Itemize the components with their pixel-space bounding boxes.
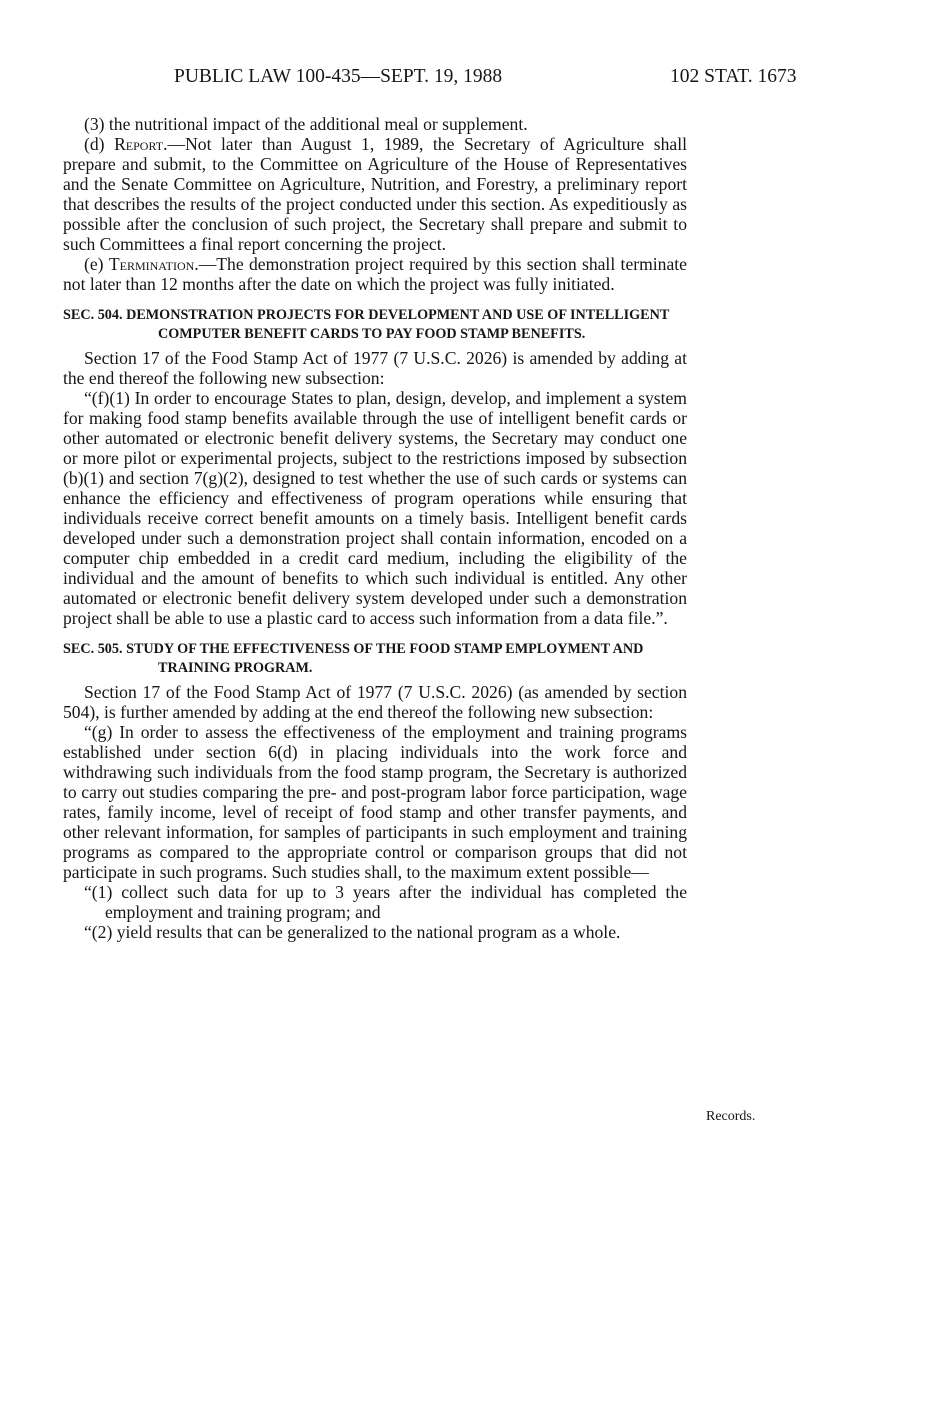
- paragraph-e-termination: [63, 254, 687, 294]
- header-stat-page: 102 STAT. 1673: [670, 66, 797, 87]
- section-504-text: “(f)(1) In order to encourage States to plan, design, develop, and implement a system for making food stamp benefits available through the use of intelligent benefit cards or other automated or electronic benefit delivery systems, the Secretary may conduct one or more pilot or experimental projects, subject to the restrictions imposed by subsection (b)(1) and section 7(g)(2), designed to test whether the use of such cards or systems can enhance the efficiency and effectiveness of program operations while ensuring that individuals receive correct benefit amounts on a timely basis. Intelligent benefit cards developed under such a demonstration project shall contain information, encoded on a computer chip embedded in a credit card medium, including the eligibility of the individual and the amount of benefits to which such individual is entitled. Any other automated or electronic benefit delivery system developed under such a demonstration project shall be able to use a plastic card to access such information from a data file.”.: [63, 388, 687, 628]
- section-505-item-1: “(1) collect such data for up to 3 years after the individual has completed the employment and training program; and: [84, 882, 687, 922]
- section-505-intro: Section 17 of the Food Stamp Act of 1977 (7 U.S.C. 2026) (as amended by section 504), is further amended by adding at the end thereof the following new subsection:: [63, 682, 687, 722]
- paragraph-d-label: Report: [114, 134, 164, 154]
- section-505-text: “(g) In order to assess the effectiveness of the employment and training programs established under section 6(d) in placing individuals into the work force and withdrawing such individuals from the food stamp program, the Secretary is authorized to carry out studies comparing the pre- and post-program labor force participation, wage rates, family income, level of receipt of food stamp and other transfer payments, and other relevant information, for samples of participants in such employment and training programs as compared to the appropriate control or comparison groups that did not participate in such programs. Such studies shall, to the maximum extent possible—: [63, 722, 687, 882]
- margin-note-records: Records.: [706, 1109, 756, 1124]
- page-body: [63, 114, 687, 942]
- section-505-item-2: “(2) yield results that can be generalized to the national program as a whole.: [84, 922, 621, 942]
- section-504-intro: Section 17 of the Food Stamp Act of 1977 (7 U.S.C. 2026) is amended by adding at the end thereof the following new subsection:: [63, 348, 687, 388]
- paragraph-3: (3) the nutritional impact of the additional meal or supplement.: [84, 114, 528, 134]
- section-505-heading: SEC. 505. STUDY OF THE EFFECTIVENESS OF THE FOOD STAMP EMPLOYMENT AND TRAINING PROGRAM.: [63, 641, 644, 676]
- paragraph-d-text: .—Not later than August 1, 1989, the Secretary of Agriculture shall prepare and submit, to the Committee on Agriculture of the House of Representatives and the Senate Committee on Agriculture, Nutrition, and Forestry, a preliminary report that describes the results of the project conducted under this section. As expeditiously as possible after the conclusion of such project, the Secretary shall prepare and submit to such Committees a final report concerning the project.: [63, 134, 687, 254]
- running-header: [0, 66, 943, 96]
- paragraph-e-label: Termination: [108, 254, 195, 274]
- paragraph-d-report: [63, 134, 687, 254]
- paragraph-e-text: .—The demonstration project required by this section shall terminate not later than 12 months after the date on which the project was fully initiated.: [63, 254, 687, 294]
- header-public-law: PUBLIC LAW 100-435—SEPT. 19, 1988: [174, 66, 503, 87]
- paragraph-d-prefix: (d): [84, 134, 115, 154]
- paragraph-e-prefix: (e): [84, 254, 109, 274]
- section-504-heading: SEC. 504. DEMONSTRATION PROJECTS FOR DEVELOPMENT AND USE OF INTELLIGENT COMPUTER BENEFIT CARDS TO PAY FOOD STAMP BENEFITS.: [63, 307, 670, 342]
